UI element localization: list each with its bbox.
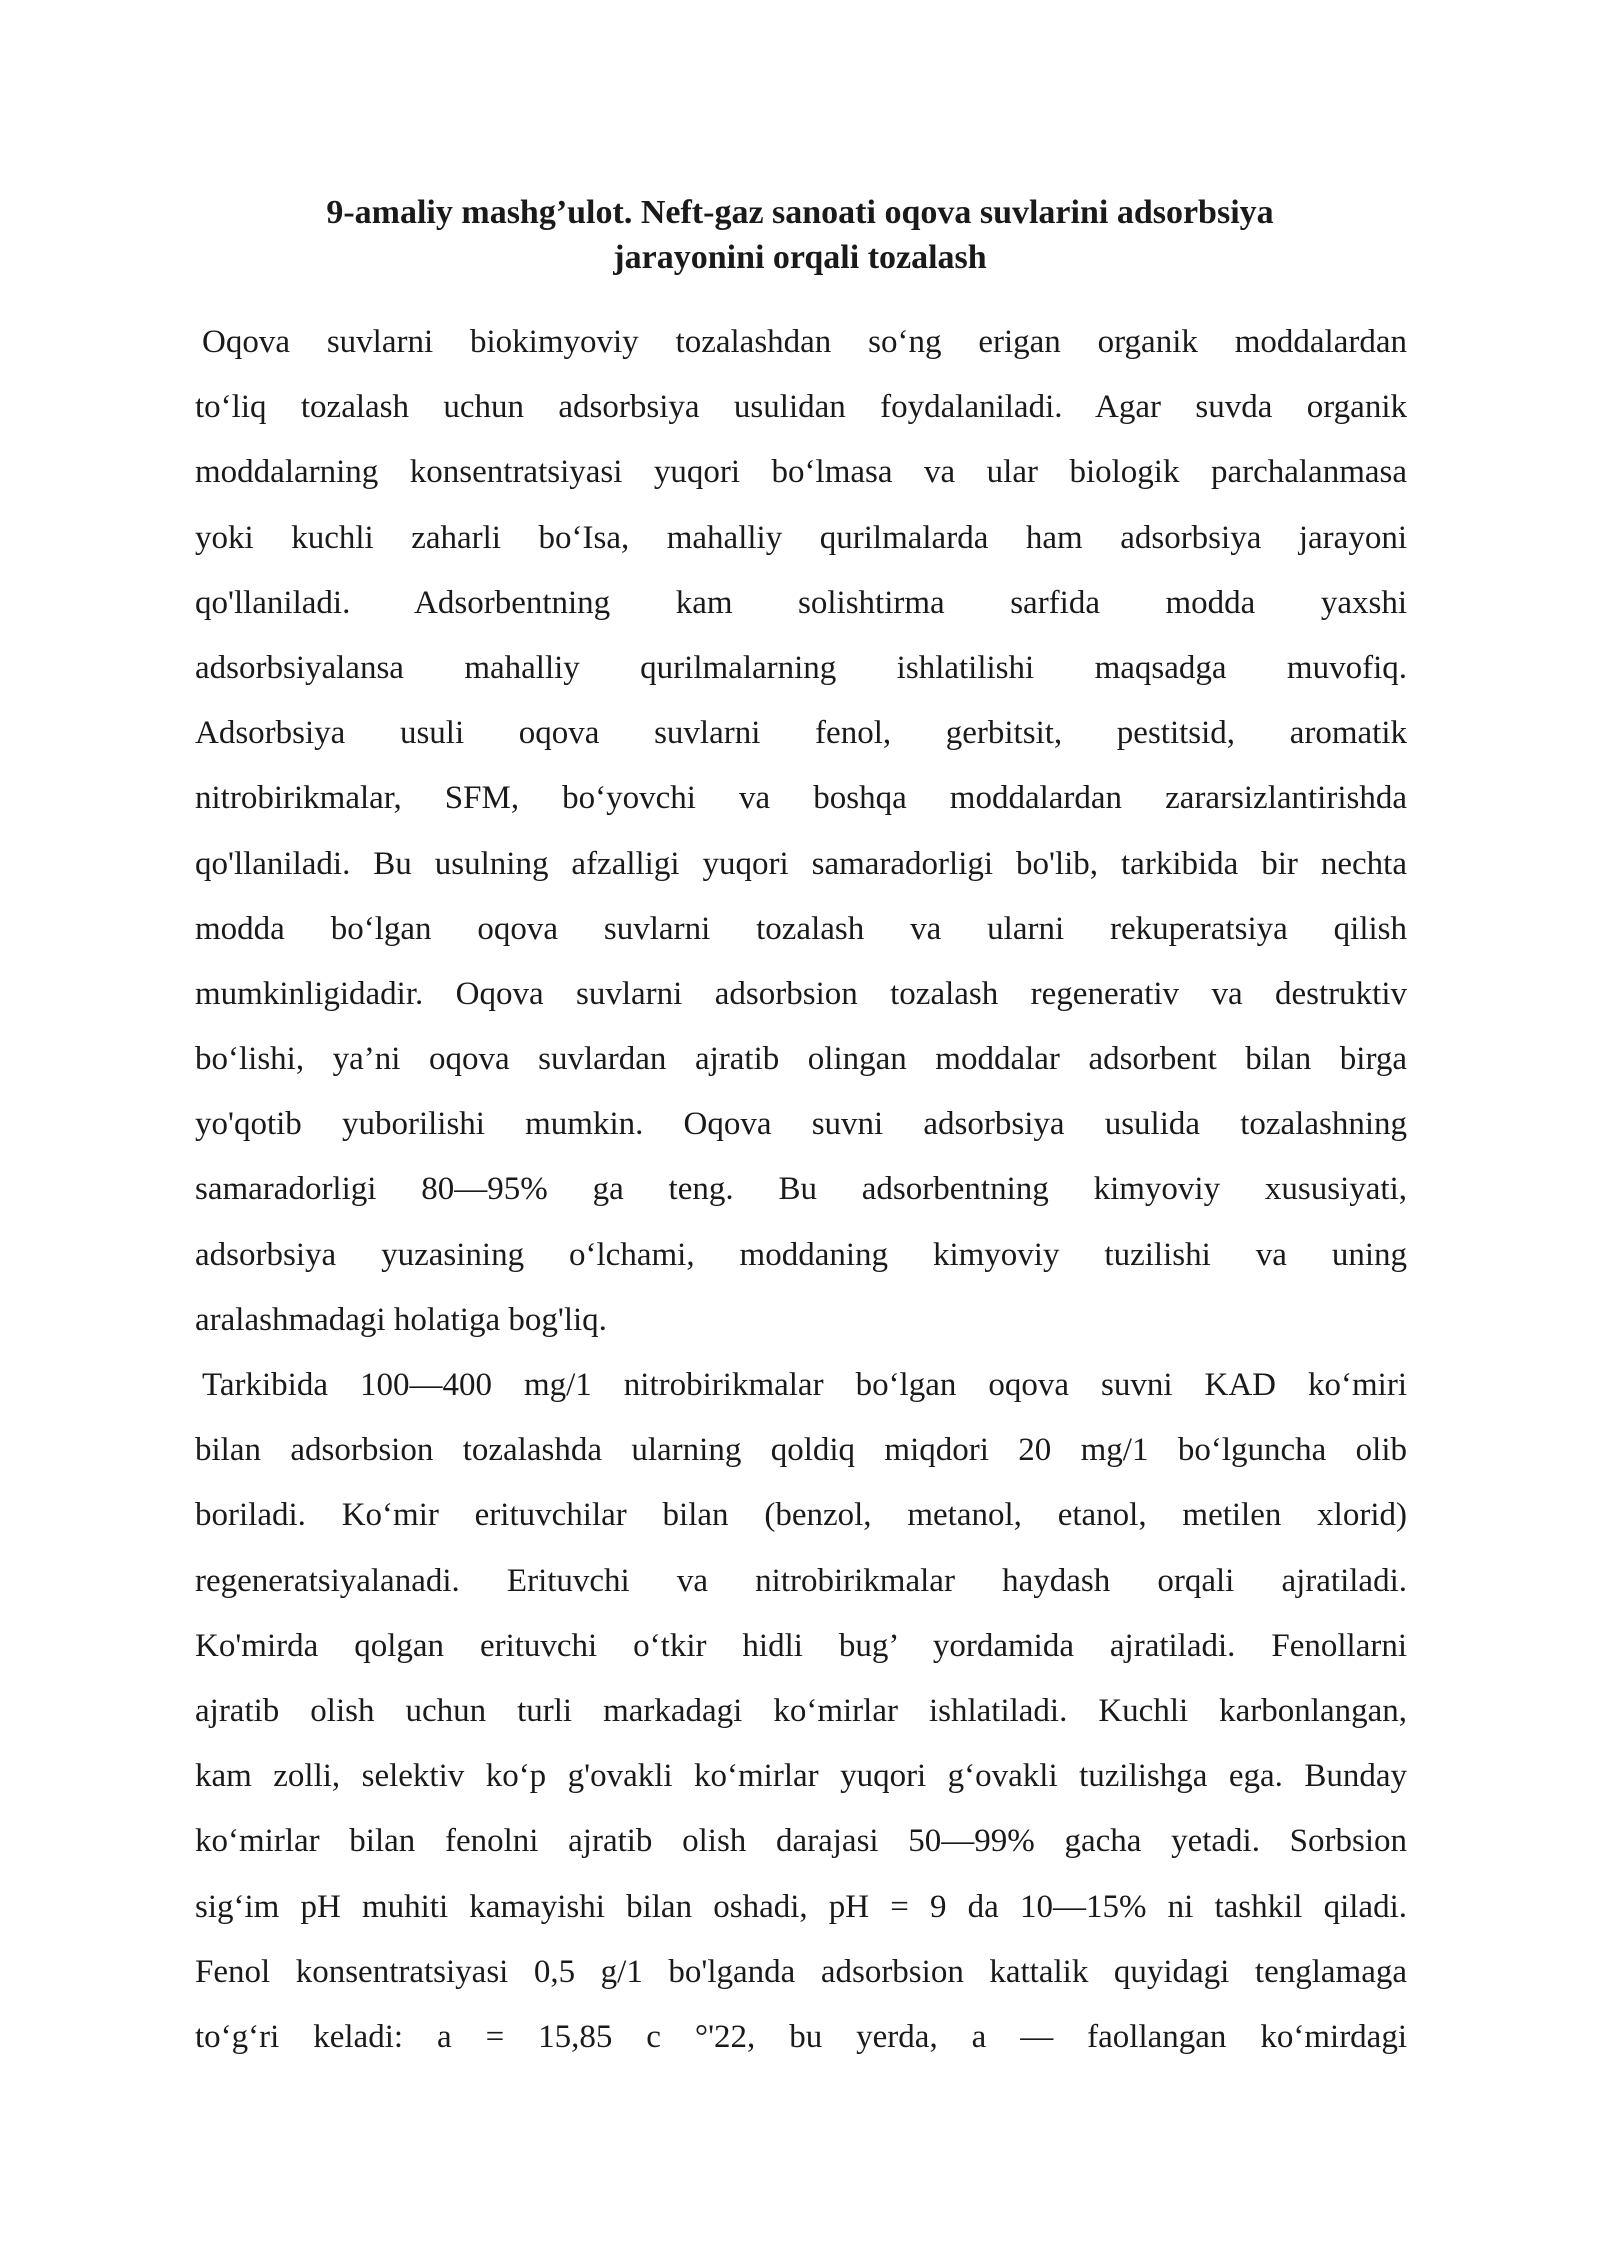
text-line: boriladi. Ko‘mir erituvchilar bilan (benzol, metanol, etanol, metilen xlorid) <box>195 1497 1407 1534</box>
document-body <box>195 310 1407 2070</box>
text-line: Oqova suvlarni biokimyoviy tozalashdan so‘ng erigan organik moddalardan <box>202 324 1407 360</box>
document-title <box>195 190 1405 280</box>
paragraph <box>195 1353 1407 2070</box>
paragraph <box>195 310 1407 1353</box>
text-line: ajratib olish uchun turli markadagi ko‘mirlar ishlatiladi. Kuchli karbonlangan, <box>195 1692 1407 1729</box>
text-line: Fenol konsentratsiyasi 0,5 g/1 bo'lganda adsorbsion kattalik quyidagi tenglamaga <box>195 1953 1407 1990</box>
text-line: adsorbsiyalansa mahalliy qurilmalarning ishlatilishi maqsadga muvofiq. <box>195 649 1407 686</box>
text-line: mumkinligidadir. Oqova suvlarni adsorbsion tozalash regenerativ va destruktiv <box>195 975 1407 1012</box>
text-line: aralashmadagi holatiga bog'liq. <box>195 1301 607 1338</box>
text-line: nitrobirikmalar, SFM, bo‘yovchi va boshqa moddalardan zararsizlantirishda <box>195 780 1407 817</box>
text-line: Adsorbsiya usuli oqova suvlarni fenol, gerbitsit, pestitsid, aromatik <box>195 715 1407 752</box>
text-line: modda bo‘lgan oqova suvlarni tozalash va ularni rekuperatsiya qilish <box>195 910 1407 947</box>
text-line: qo'llaniladi. Adsorbentning kam solishtirma sarfida modda yaxshi <box>195 584 1407 621</box>
text-line: samaradorligi 80—95% ga teng. Bu adsorbentning kimyoviy xususiyati, <box>195 1171 1407 1208</box>
text-line: sig‘im pH muhiti kamayishi bilan oshadi, pH = 9 da 10—15% ni tashkil qiladi. <box>195 1888 1407 1925</box>
text-line: ko‘mirlar bilan fenolni ajratib olish darajasi 50—99% gacha yetadi. Sorbsion <box>195 1823 1407 1860</box>
text-line: yo'qotib yuborilishi mumkin. Oqova suvni adsorbsiya usulida tozalashning <box>195 1106 1407 1143</box>
text-line: to‘g‘ri keladi: a = 15,85 c °'22, bu yerda, a — faollangan ko‘mirdagi <box>195 2018 1407 2055</box>
text-line: qo'llaniladi. Bu usulning afzalligi yuqori samaradorligi bo'lib, tarkibida bir nechta <box>195 845 1407 882</box>
text-line: adsorbsiya yuzasining o‘lchami, moddaning kimyoviy tuzilishi va uning <box>195 1236 1407 1273</box>
text-line: bo‘lishi, ya’ni oqova suvlardan ajratib olingan moddalar adsorbent bilan birga <box>195 1041 1407 1078</box>
text-line: to‘liq tozalash uchun adsorbsiya usulidan foydalaniladi. Agar suvda organik <box>195 389 1407 426</box>
text-line: Ko'mirda qolgan erituvchi o‘tkir hidli bug’ yordamida ajratiladi. Fenollarni <box>195 1627 1407 1664</box>
title-line: jarayonini orqali tozalash <box>613 239 987 276</box>
text-line: regeneratsiyalanadi. Erituvchi va nitrobirikmalar haydash orqali ajratiladi. <box>195 1562 1407 1599</box>
text-line: bilan adsorbsion tozalashda ularning qoldiq miqdori 20 mg/1 bo‘lguncha olib <box>195 1432 1407 1469</box>
text-line: Tarkibida 100—400 mg/1 nitrobirikmalar bo‘lgan oqova suvni KAD ko‘miri <box>202 1367 1407 1403</box>
text-line: yoki kuchli zaharli bo‘Isa, mahalliy qurilmalarda ham adsorbsiya jarayoni <box>195 519 1407 556</box>
text-line: kam zolli, selektiv ko‘p g'ovakli ko‘mirlar yuqori g‘ovakli tuzilishga ega. Bunday <box>195 1758 1407 1795</box>
title-line: 9-amaliy mashg’ulot. Neft-gaz sanoati oqova suvlarini adsorbsiya <box>326 194 1274 231</box>
text-line: moddalarning konsentratsiyasi yuqori bo‘lmasa va ular biologik parchalanmasa <box>195 454 1407 491</box>
